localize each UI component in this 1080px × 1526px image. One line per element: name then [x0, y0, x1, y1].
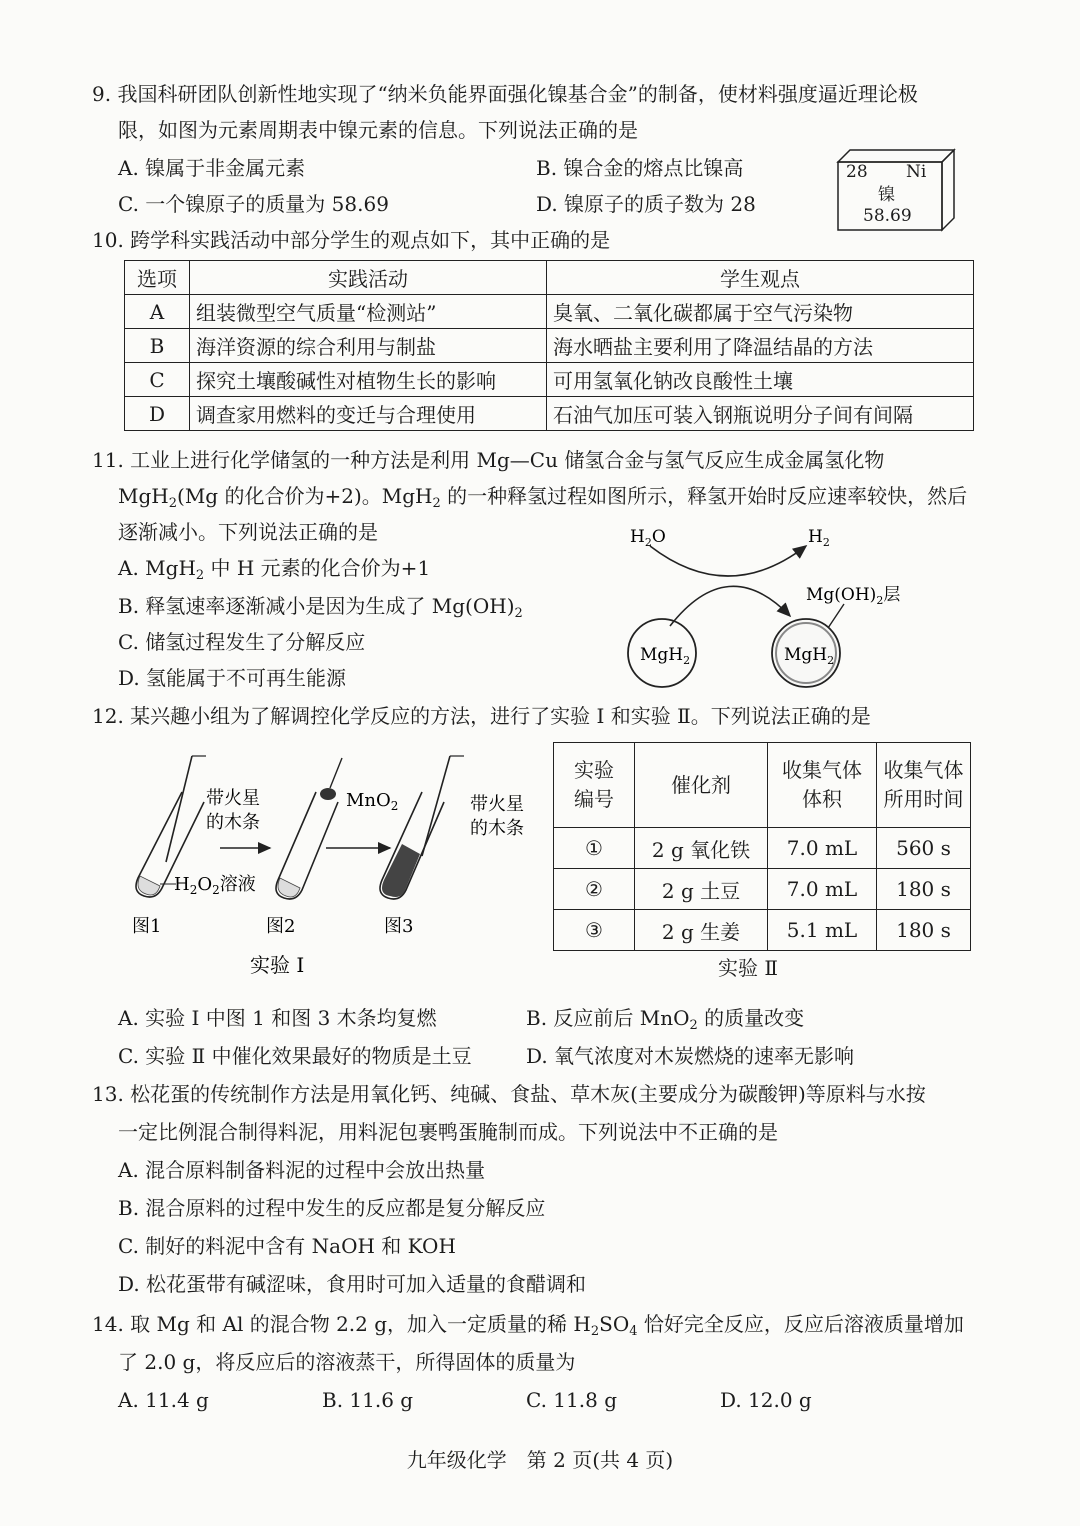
svg-text:H2O: $H_2O$: [630, 527, 666, 549]
q11-stem-line2: MgH$_2$(Mg 的化合价为+2)。MgH$_2$ 的一种释氢过程如图所示，释氢开始时反应速率较快，然后: [118, 484, 968, 511]
table-row: [554, 828, 971, 869]
header-cell: 选项: [125, 261, 190, 295]
header-cell: 催化剂: [635, 743, 768, 828]
svg-text:MgH2: MgH$_2$: [640, 645, 691, 667]
element-symbol: Ni: [906, 162, 927, 182]
q14-option-c: C. 11.8 g: [526, 1388, 617, 1412]
svg-text:的木条: 的木条: [470, 818, 524, 839]
table-cell: 探究土壤酸碱性对植物生长的影响: [190, 363, 547, 397]
q9-option-a: A. 镍属于非金属元素: [118, 156, 306, 180]
q13-option-b: B. 混合原料的过程中发生的反应都是复分解反应: [118, 1196, 546, 1220]
svg-text:MnO2: MnO$_2$: [346, 790, 399, 813]
table-row: [125, 363, 974, 397]
glowing-splint-icon: [166, 756, 192, 862]
svg-text:实验 Ⅰ: 实验 Ⅰ: [250, 953, 305, 977]
header-cell: 收集气体 所用时间: [877, 743, 971, 828]
table-cell: ②: [554, 869, 635, 910]
table-cell: ①: [554, 828, 635, 869]
q11-stem-line1: 11. 工业上进行化学储氢的一种方法是利用 Mg—Cu 储氢合金与氢气反应生成金属氢化物: [92, 448, 885, 472]
header-cell: 实践活动: [190, 261, 547, 295]
q11-option-b: B. 释氢速率逐渐减小是因为生成了 $Mg(OH)_2$: [118, 594, 523, 621]
water-to-hydrogen-arrow: [650, 546, 806, 576]
table-cell: 组装微型空气质量“检测站”: [190, 295, 547, 329]
table-cell: D: [125, 397, 190, 431]
q10-stem: 10. 跨学科实践活动中部分学生的观点如下，其中正确的是: [92, 228, 611, 252]
svg-text:H2O2溶液: $H_2O_2$溶液: [174, 874, 256, 897]
hydrogen-release-diagram: [610, 518, 910, 698]
q11-stem-line3: 逐渐减小。下列说法正确的是: [118, 520, 378, 544]
q9-option-b: B. 镍合金的熔点比镍高: [536, 156, 744, 180]
q14-option-d: D. 12.0 g: [720, 1388, 812, 1412]
svg-text:带火星: 带火星: [470, 794, 524, 815]
q13-option-a: A. 混合原料制备料泥的过程中会放出热量: [118, 1158, 486, 1182]
q14-option-b: B. 11.6 g: [322, 1388, 414, 1412]
reaction-arrow: [670, 586, 790, 626]
table-header-row: [554, 743, 971, 828]
header-cell: 实验 编号: [554, 743, 635, 828]
table-cell: 5.1 mL: [768, 910, 877, 951]
table-cell: ③: [554, 910, 635, 951]
q14-option-a: A. 11.4 g: [118, 1388, 209, 1412]
header-cell: 收集气体 体积: [768, 743, 877, 828]
table-cell: A: [125, 295, 190, 329]
q11-option-a: A. MgH$_2$ 中 H 元素的化合价为+1: [118, 556, 431, 583]
svg-text:的木条: 的木条: [206, 812, 260, 833]
q13-stem-line1: 13. 松花蛋的传统制作方法是用氧化钙、纯碱、食盐、草木灰(主要成分为碳酸钾)等原料与水按: [92, 1082, 926, 1106]
table-cell: 臭氧、二氧化碳都属于空气污染物: [547, 295, 974, 329]
mno2-spoon-icon: [320, 788, 336, 800]
q13-stem-line2: 一定比例混合制得料泥，用料泥包裹鸭蛋腌制而成。下列说法中不正确的是: [118, 1120, 778, 1144]
q12-experiment-table: [553, 742, 971, 951]
header-cell: 学生观点: [547, 261, 974, 295]
q12-stem: 12. 某兴趣小组为了解调控化学反应的方法，进行了实验 Ⅰ 和实验 Ⅱ。下列说法正确的是: [92, 704, 871, 728]
svg-text:MgH2: MgH$_2$: [784, 645, 835, 667]
table-row: [125, 397, 974, 431]
table-cell: 7.0 mL: [768, 869, 877, 910]
element-name: 镍: [878, 185, 895, 205]
test-tube-1-icon: [136, 756, 206, 897]
q9-stem-line2: 限，如图为元素周期表中镍元素的信息。下列说法正确的是: [118, 118, 638, 142]
table-cell: 7.0 mL: [768, 828, 877, 869]
table-cell: B: [125, 329, 190, 363]
svg-text:图2: 图2: [266, 916, 296, 937]
svg-text:Mg(OH)2层: $Mg(OH)_2$层: [806, 585, 901, 607]
table-cell: 2 g 土豆: [635, 869, 768, 910]
page-footer: 九年级化学 第 2 页(共 4 页): [406, 1448, 674, 1472]
q11-option-c: C. 储氢过程发生了分解反应: [118, 630, 366, 654]
table-row: [554, 869, 971, 910]
experiment-2-caption: 实验 Ⅱ: [718, 956, 778, 980]
q9-stem-line1: 9. 我国科研团队创新性地实现了“纳米负能界面强化镍基合金”的制备，使材料强度逼近理论极: [92, 82, 918, 106]
table-row: [554, 910, 971, 951]
q11-option-d: D. 氢能属于不可再生能源: [118, 666, 347, 690]
svg-text:带火星: 带火星: [206, 788, 260, 809]
q13-option-c: C. 制好的料泥中含有 NaOH 和 KOH: [118, 1234, 456, 1258]
table-cell: C: [125, 363, 190, 397]
table-header-row: [125, 261, 974, 295]
q12-option-c: C. 实验 Ⅱ 中催化效果最好的物质是土豆: [118, 1044, 472, 1068]
table-row: [125, 295, 974, 329]
element-mass: 58.69: [863, 206, 912, 226]
q12-option-b: B. 反应前后 MnO$_2$ 的质量改变: [526, 1006, 805, 1033]
table-cell: 2 g 氧化铁: [635, 828, 768, 869]
table-cell: 180 s: [877, 910, 971, 951]
q9-option-d: D. 镍原子的质子数为 28: [536, 192, 756, 216]
test-tube-2-icon: [276, 758, 342, 899]
q12-option-a: A. 实验 Ⅰ 中图 1 和图 3 木条均复燃: [118, 1006, 437, 1030]
table-cell: 石油气加压可装入钢瓶说明分子间有间隔: [547, 397, 974, 431]
table-cell: 2 g 生姜: [635, 910, 768, 951]
svg-text:图1: 图1: [132, 916, 162, 937]
glowing-splint-icon: [422, 756, 450, 856]
table-cell: 180 s: [877, 869, 971, 910]
element-number: 28: [846, 162, 868, 182]
table-cell: 可用氢氧化钠改良酸性土壤: [547, 363, 974, 397]
table-cell: 海水晒盐主要利用了降温结晶的方法: [547, 329, 974, 363]
table-row: [125, 329, 974, 363]
q10-table: [124, 260, 974, 431]
table-cell: 560 s: [877, 828, 971, 869]
svg-text:图3: 图3: [384, 916, 414, 937]
svg-text:H2: $H_2$: [808, 527, 830, 549]
experiment-1-figure: [120, 750, 540, 980]
test-tube-3-icon: [380, 756, 464, 899]
nickel-element-card: [838, 150, 954, 230]
q14-stem-line1: 14. 取 Mg 和 Al 的混合物 2.2 g，加入一定质量的稀 $H_2SO_4$ 恰好完全反应，反应后溶液质量增加: [92, 1312, 964, 1339]
q13-option-d: D. 松花蛋带有碱涩味，食用时可加入适量的食醋调和: [118, 1272, 587, 1296]
table-cell: 海洋资源的综合利用与制盐: [190, 329, 547, 363]
q9-option-c: C. 一个镍原子的质量为 58.69: [118, 192, 389, 216]
table-cell: 调查家用燃料的变迁与合理使用: [190, 397, 547, 431]
q14-stem-line2: 了 2.0 g，将反应后的溶液蒸干，所得固体的质量为: [118, 1350, 576, 1374]
q12-option-d: D. 氧气浓度对木炭燃烧的速率无影响: [526, 1044, 855, 1068]
